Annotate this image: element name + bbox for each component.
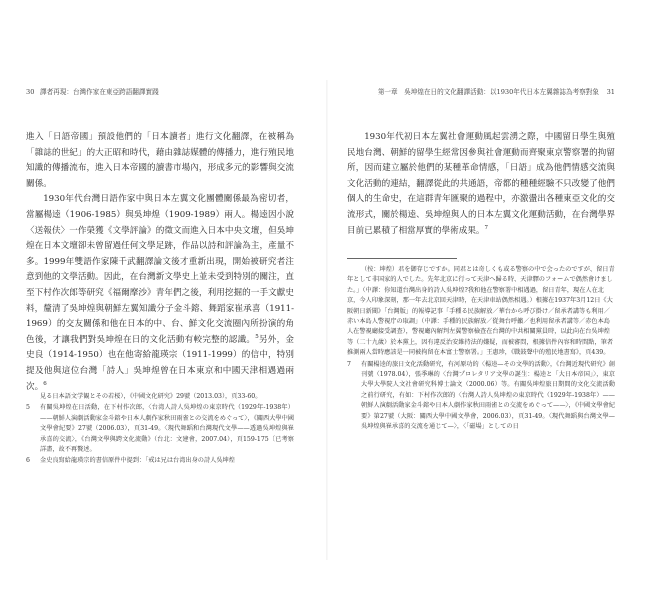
right-footnotes: [347, 258, 615, 434]
footnote-ref-7[interactable]: 7: [484, 224, 489, 231]
left-running-head: 譯者再現：台灣作家在東亞跨語翻譯實踐: [40, 88, 159, 96]
right-page: [347, 88, 615, 548]
footnote-text: 有關吳坤煌在日活動，在下村作次郎，〈台湾人詩人吳坤煌の東京時代（1929年-1938年）——朝鮮人演劇活動家金斗鎔や日本人劇作家秋田雨雀との交流をめぐって〉，《關西大學中國文學會紀要》27號（2006.03），頁31-49。〈現代舞蹈和台灣現代文學——透過吳坤煌與崔承喜的交流〉，《台灣文學與跨文化流動》（台北：文建會，2007.04），頁159-175〔已考察詳盡，故不再贅述。: [40, 404, 294, 454]
footnote-5: [26, 403, 294, 455]
footnote-text: 見る日本語文学観とその若桜），《中國文化研究》29號（2013.03），頁33-60。: [40, 393, 262, 400]
footnote-number: 6: [26, 457, 30, 465]
right-running-header: [347, 88, 615, 100]
left-paragraph-2-tail: 另外，金史良（1914-1950）也在他寄給龍瑛宗（1911-1999）的信中，特別提及他與這位台灣「詩人」吳坤煌曾在日本東京和中國天津相遇過兩次。: [26, 334, 294, 392]
left-paragraph-1: 進入「日語帝國」預設他們的「日本讀者」進行文化翻譯，在被稱為「雜誌的世紀」的大正昭和時代，藉由雜誌媒體的傳播力，進行殖民地知識的傳播流布，進入日本帝國的讀書市場內，形成多元的影響與交流關係。: [26, 132, 294, 189]
right-body-text: [347, 130, 615, 239]
page-gutter: [326, 80, 328, 560]
footnote-number: 7: [347, 360, 351, 368]
footnote-separator: [347, 258, 457, 259]
footnote-7: [347, 360, 615, 433]
footnote-text: 金史良寫給龍瑛宗的書信原件中提到：「戒は兄は台湾出身の詩人吳坤煌: [40, 457, 235, 465]
left-running-header: [26, 88, 294, 100]
left-page: [26, 88, 294, 548]
right-running-head: 第一章 吳坤煌在日的文化翻譯活動：以1930年代日本左翼雜誌為考察對象: [377, 88, 599, 96]
right-paragraph-1: [347, 130, 615, 239]
footnote-number: 5: [26, 404, 30, 412]
left-paragraph-2: [26, 192, 294, 395]
footnote-continued: [26, 392, 294, 402]
footnote-text: （按：坤煌）君を御存じですか。同君とは奇しくも或る警察の中で会ったのですが、留日青年として非国家的人でした。先年北京に行って天津へ歸る時、天津驛のフォームで偶然會けました。」（中譯：你知道台灣出身的詩人吳坤煌?我和他在警察署中相遇過，留日青年，現在人在北京，今人印象深刻，那一年去北京回天津時，在天津車站偶然相遇。）根據在1937年3月12日《大阪朝日新聞》「台灣版」的報導記事「手種る民族解放／華台から呼び掛け／留承者講等も利用／赤い本島人警視庁の取調」（中譯：手種的民族解放／從舞台呼籲／也利用留承者講等／赤色本島人在警視廳接受調查），警視廳內解判左翼警察檢查在台灣的中共相關黨員時，以此向在台吳坤煌等（二十九歲）於本黨上，因有違反治安維持法的嫌疑，而被審問，根據信件內容和時間點，筆者推測兩人當時應該是一同被拘留在本富士警察署。」王惠珍，《戰鼓聲中的殖民地書寫》，頁439。: [347, 266, 615, 357]
left-paragraph-2-text: 1930年代台灣日語作家中與日本左翼文化團體關係最為密切者，當屬楊逵（1906-1985）與吳坤煌（1909-1989）兩人。楊逵因小說〈送報伕〉一作榮獲《文學評論》的徵文而進入日本中央文壇，但吳坤煌在日本文壇卻未曾留過任何文學足跡，作品以詩和評論為主，產量不多。1999年雙語作家陳千武翻譯論文後才重新出現，開始被研究者注意到他的文學活動。因此，在台灣新文學史上並未受到特別的關注，直至下村作次郎等研究《福爾摩沙》青年們之後，利用挖掘的一手文獻史料，釐清了吳坤煌與朝鮮左翼知識分子金斗鎔、舞蹈家崔承喜（1911-1969）的交友關係和他在日本的中、台、鮮文化交流圈內所扮演的角色後，才讓我們對吳坤煌在日的文化活動有較完整的認識。: [26, 194, 294, 345]
left-page-number: 30: [26, 88, 35, 96]
footnote-6-continued: [347, 265, 615, 359]
left-footnotes: [26, 392, 294, 468]
footnote-text: 有關楊逵的旅日文化活動研究，有河原功的〈楊逵—その文學的活動〉，《台灣近現代研究》創刊號（1978.04），張季琳的〈台灣プロレタリア文學の誕生：楊逵と「大日本帝国」〉，東京大學大學院人文社會研究科博士論文（2000.06）等。有關吳坤煌旅日期間的文化交流活動之前行研究，有如：下村作次郎的〈台灣人詩人吳坤煌の東京時代（1929年-1938年）——朝鮮人演劇活動家金斗鎔や日本人劇作家秋田雨雀との交流をめぐって——〉，《中國文學會紀要》第27號（大阪：關西大學中國文學會，2006.03），頁31-49。〈現代舞蹈與台灣文學—吳坤煌與崔承喜的交流を通じて—〉，〈「磁場」としての日: [361, 360, 615, 431]
right-page-number: 31: [606, 88, 615, 96]
right-paragraph-1-text: 1930年代初日本左翼社會運動風起雲湧之際，中國留日學生與殖民地台灣、朝鮮的留學生經常因參與社會運動而齊聚東京警察署的拘留所，因而建立屬於他們的某種革命情感，「日語」成為他們情感交流與文化活動的連結，翻譯從此的共通語，帝都的種種經驗不只改變了他們個人的生命史，在這群青年匯聚的過程中，亦激盪出各種東亞文化的交流形式，關於楊逵、吳坤煌與人的日本左翼文化運動活動，在台灣學界目前已累積了相當厚實的學術成果。: [347, 132, 615, 236]
left-body-text: [26, 130, 294, 395]
footnote-ref-6[interactable]: 6: [43, 380, 47, 387]
footnote-6: [26, 456, 294, 466]
footnote-ref-5[interactable]: 5: [255, 333, 259, 340]
